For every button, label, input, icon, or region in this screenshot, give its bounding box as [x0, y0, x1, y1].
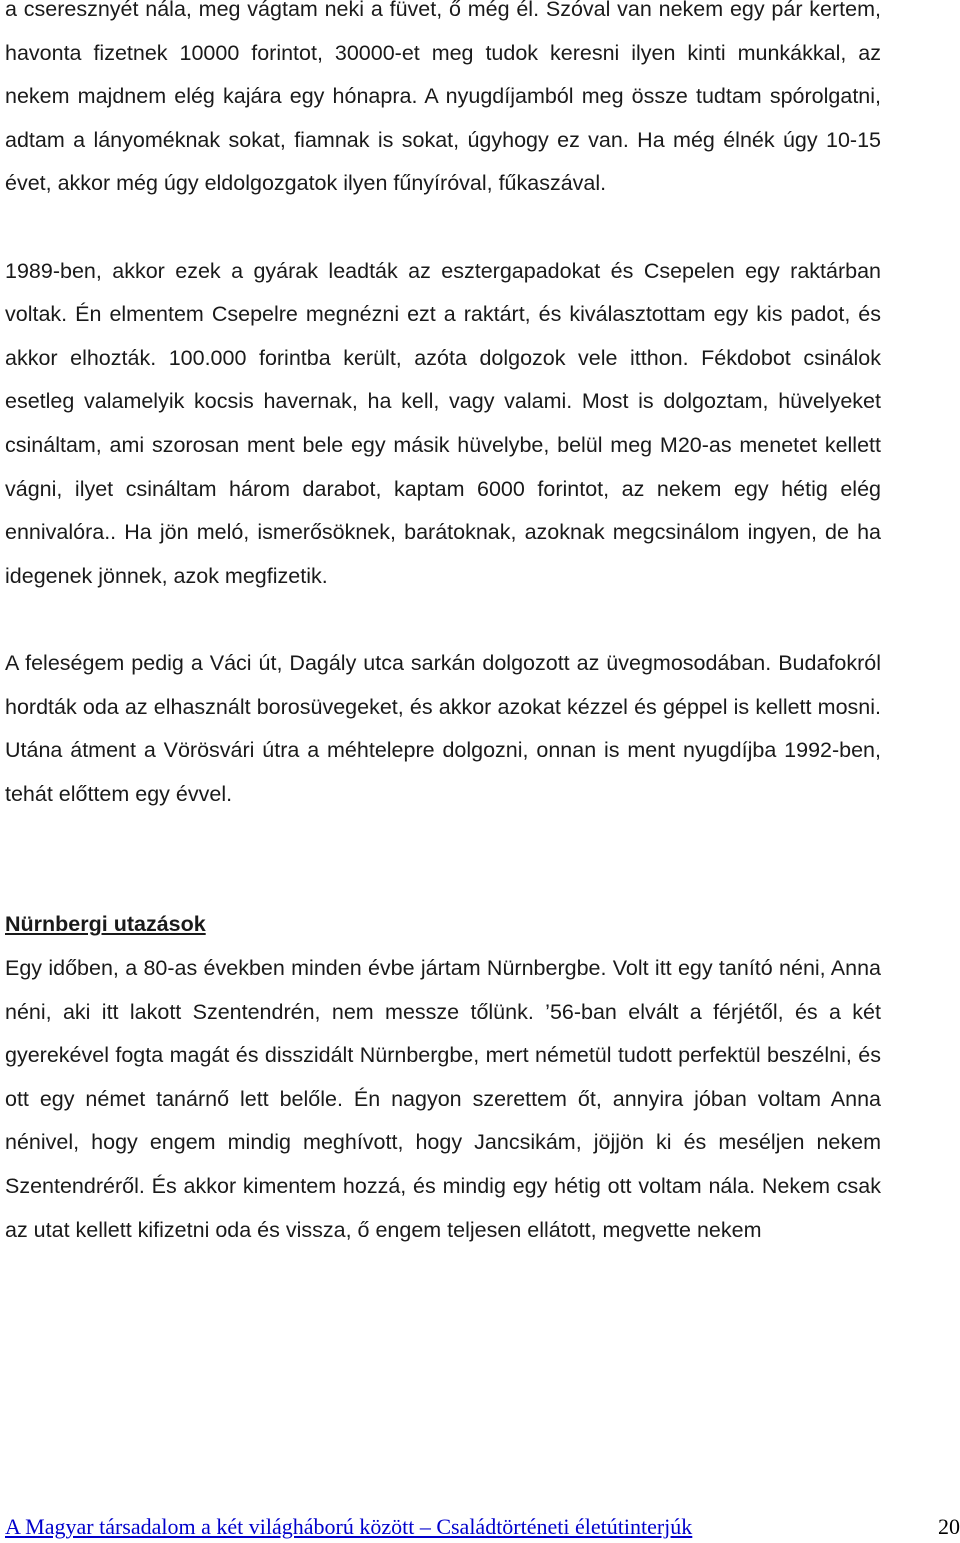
- section-heading: Nürnbergi utazások: [5, 912, 206, 937]
- page-footer: [5, 1512, 960, 1542]
- paragraph-lathe: 1989-ben, akkor ezek a gyárak leadták az esztergapadokat és Csepelen egy raktárban voltak. Én elmentem Csepelre megnézni ezt a raktárt, és kiválasztottam egy kis padot, és akkor elhozták. 100.000 forintba került, azóta dolgozok vele itthon. Fékdobot csinálok esetleg valamelyik kocsis havernak, ha kell, vagy valami. Most is dolgoztam, hüvelyeket csináltam, ami szorosan ment bele egy másik hüvelybe, belül meg M20-as menetet kellett vágni, ilyet csináltam három darabot, kaptam 6000 forintot, az nekem egy hétig elég ennivalóra.. Ha jön meló, ismerősöknek, barátoknak, azoknak megcsinálom ingyen, de ha idegenek jönnek, azok megfizetik.: [5, 258, 881, 588]
- paragraph-wife-work: A feleségem pedig a Váci út, Dagály utca sarkán dolgozott az üvegmosodában. Budafokról hordták oda az elhasznált borosüvegeket, és akkor azokat kézzel és géppel is kellett mosni. Utána átment a Vörösvári útra a méhtelepre dolgozni, onnan is ment nyugdíjba 1992-ben, tehát előttem egy évvel.: [5, 650, 881, 806]
- paragraph-nuremberg-trips: Egy időben, a 80-as években minden évbe jártam Nürnbergbe. Volt itt egy tanító néni, Anna néni, aki itt lakott Szentendrén, nem messze tőlünk. ’56-ban elvált a férjétől, és a két gyerekével fogta magát és disszidált Nürnbergbe, mert németül tudott perfektül beszélni, és ott egy német tanárnő lett belőle. Én nagyon szerettem őt, annyira jóban voltam Anna nénivel, hogy engem mindig meghívott, hogy Jancsikám, jöjjön ki és meséljen nekem Szentendréről. És akkor kimentem hozzá, és mindig egy hétig ott voltam nála. Nekem csak az utat kellett kifizetni oda és vissza, ő engem teljesen ellátott, megvette nekem: [5, 956, 881, 1242]
- paragraph-spacer: [5, 598, 881, 642]
- document-body: [5, 0, 881, 1252]
- paragraph-spacer: [5, 206, 881, 250]
- footer-title-link[interactable]: A Magyar társadalom a két világháború között – Családtörténeti életútinterjúk: [5, 1514, 693, 1539]
- paragraph-spacer: [5, 816, 881, 860]
- paragraph-garden-work: a cseresznyét nála, meg vágtam neki a füvet, ő még él. Szóval van nekem egy pár kertem, havonta fizetnek 10000 forintot, 30000-et meg tudok keresni ilyen kinti munkákkal, az nekem majdnem elég kajára egy hónapra. A nyugdíjamból meg össze tudtam spórolgatni, adtam a lányoméknak sokat, fiamnak is sokat, úgyhogy ez van. Ha még élnék úgy 10-15 évet, akkor még úgy eldolgozgatok ilyen fűnyíróval, fűkaszával.: [5, 0, 881, 196]
- section-spacer: [5, 860, 881, 904]
- page-number: 20: [938, 1514, 960, 1539]
